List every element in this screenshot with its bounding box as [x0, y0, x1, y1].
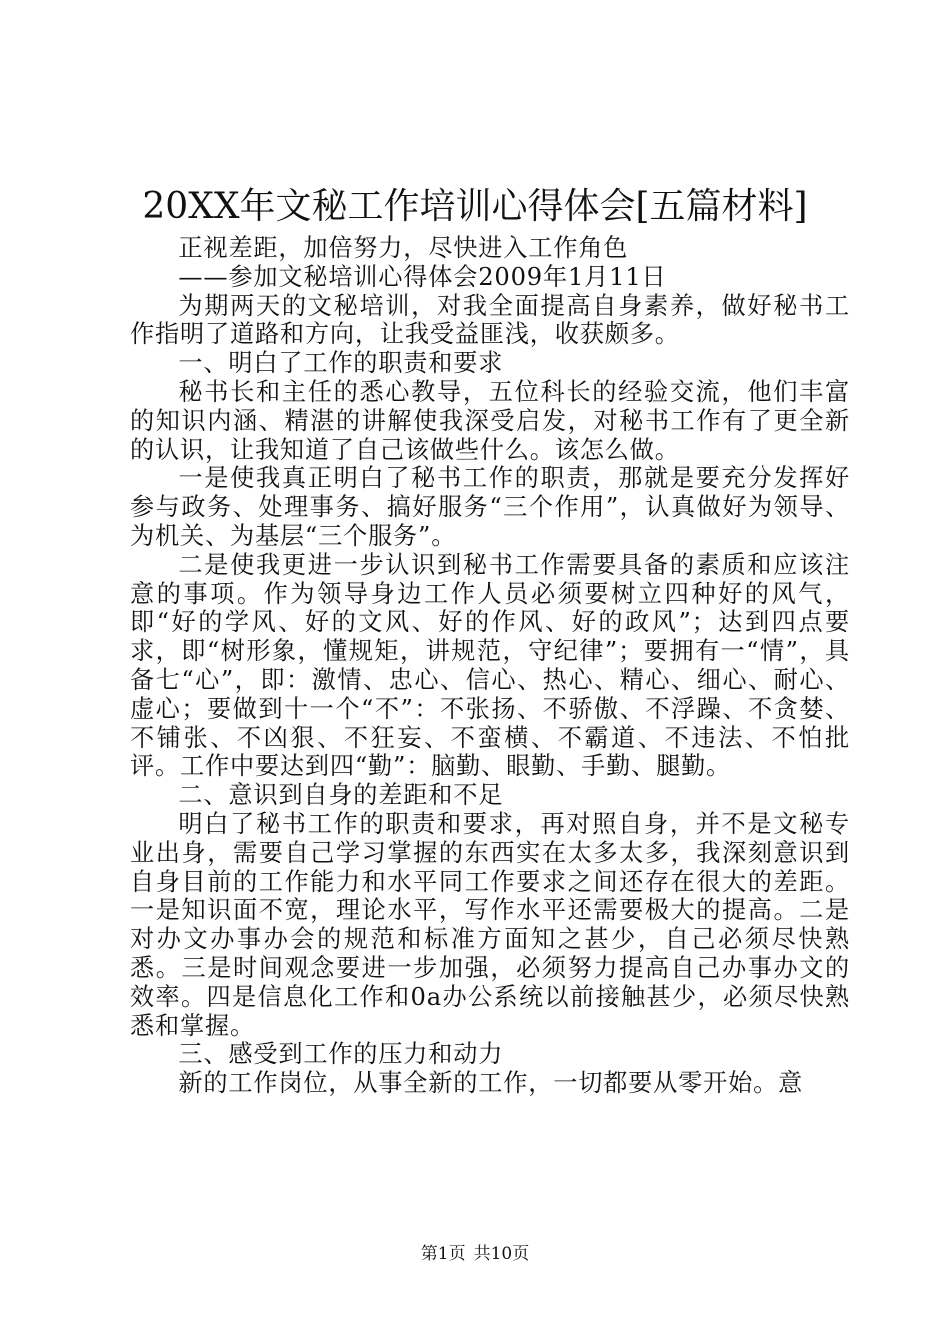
document-title: 20XX年文秘工作培训心得体会[五篇材料] — [142, 186, 808, 227]
section-heading-3: 三、感受到工作的压力和动力 — [178, 1040, 504, 1069]
body-paragraph: 新的工作岗位，从事全新的工作，一切都要从零开始。意 — [178, 1069, 804, 1098]
subtitle-line: 正视差距，加倍努力，尽快进入工作角色 — [178, 234, 629, 262]
page-number: 第1页 — [420, 1244, 466, 1264]
section-heading-1: 一、明白了工作的职责和要求 — [178, 349, 504, 378]
document-body — [130, 234, 850, 1098]
page-total: 共10页 — [473, 1244, 530, 1264]
body-paragraph: 为期两天的文秘培训，对我全面提高自身素养，做好秘书工作指明了道路和方向，让我受益匪浅，收获颇多。 — [130, 291, 850, 349]
body-paragraph: 明白了秘书工作的职责和要求，再对照自身，并不是文秘专业出身，需要自己学习掌握的东西实在太多太多，我深刻意识到自身目前的工作能力和水平同工作要求之间还存在很大的差距。一是知识面不宽，理论水平，写作水平还需要极大的提高。二是对办文办事办会的规范和标准方面知之甚少，自己必须尽快熟悉。三是时间观念要进一步加强，必须努力提高自己办事办文的效率。四是信息化工作和0a办公系统以前接触甚少，必须尽快熟悉和掌握。 — [130, 809, 850, 1040]
subtitle-date-line: ——参加文秘培训心得体会2009年1月11日 — [178, 262, 667, 291]
body-paragraph: 一是使我真正明白了秘书工作的职责，那就是要充分发挥好参与政务、处理事务、搞好服务“三个作用”，认真做好为领导、为机关、为基层“三个服务”。 — [130, 464, 850, 550]
body-paragraph: 二是使我更进一步认识到秘书工作需要具备的素质和应该注意的事项。作为领导身边工作人员必须要树立四种好的风气，即“好的学风、好的文风、好的作风、好的政风”；达到四点要求，即“树形象，懂规矩，讲规范，守纪律”；要拥有一“情”，具备七“心”，即：激情、忠心、信心、热心、精心、细心、耐心、虚心；要做到十一个“不”：不张扬、不骄傲、不浮躁、不贪婪、不铺张、不凶狠、不狂妄、不蛮横、不霸道、不违法、不怕批评。工作中要达到四“勤”：脑勤、眼勤、手勤、腿勤。 — [130, 550, 850, 781]
page-footer — [0, 1243, 950, 1265]
section-heading-2: 二、意识到自身的差距和不足 — [178, 781, 504, 810]
body-paragraph: 秘书长和主任的悉心教导，五位科长的经验交流，他们丰富的知识内涵、精湛的讲解使我深受启发，对秘书工作有了更全新的认识，让我知道了自己该做些什么。该怎么做。 — [130, 377, 850, 464]
